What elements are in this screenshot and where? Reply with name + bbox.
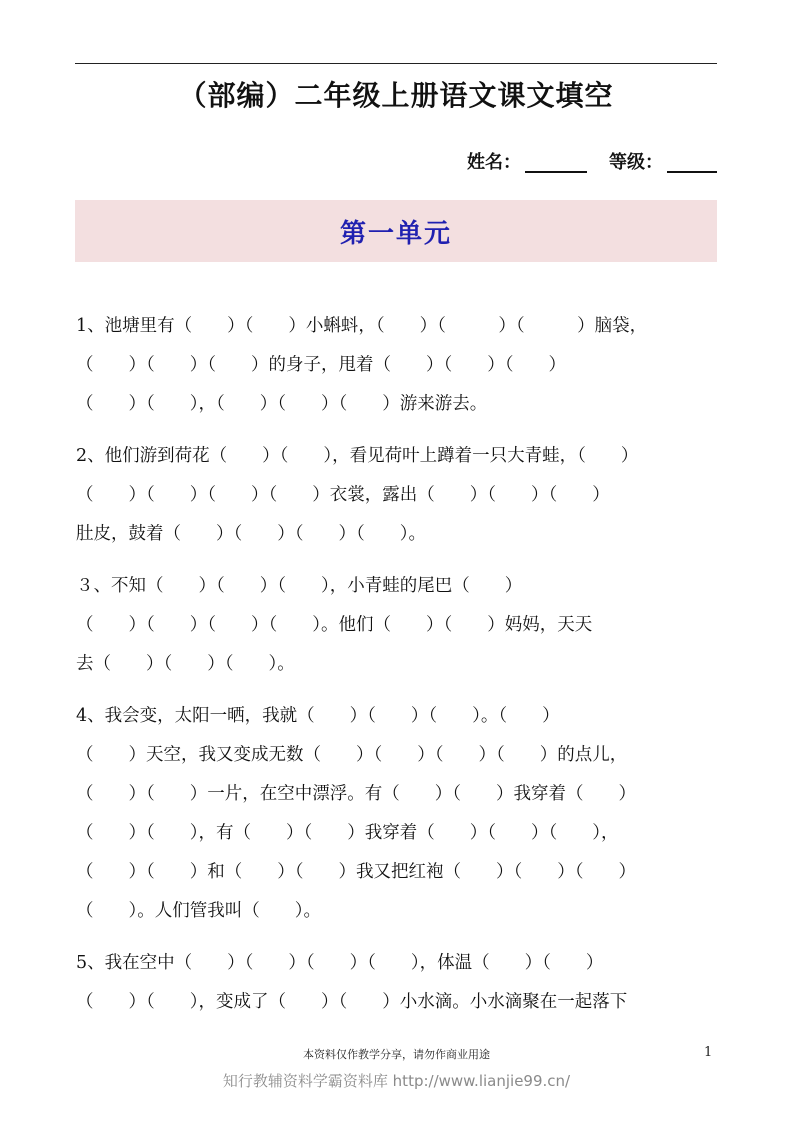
question-line: 5、我在空中（ ）（ ）（ ）（ ），体温（ ）（ ） <box>76 953 604 973</box>
question-line: 去（ ）（ ）（ ）。 <box>76 654 295 674</box>
question-line: （ ）（ ），有（ ）（ ）我穿着（ ）（ ）（ ）， <box>76 823 619 843</box>
top-rule <box>75 63 717 64</box>
question-line: （ ）（ ），（ ）（ ）（ ）游来游去。 <box>76 394 488 414</box>
grade-label: 等级： <box>609 152 663 173</box>
question-line: （ ）天空，我又变成无数（ ）（ ）（ ）（ ）的点儿， <box>76 745 628 765</box>
question-line: 1、池塘里有（ ）（ ）小蝌蚪，（ ）（ ）（ ）脑袋， <box>76 316 648 336</box>
question-line: （ ）（ ）一片，在空中漂浮。有（ ）（ ）我穿着（ ） <box>76 784 636 804</box>
question-line: ３、不知（ ）（ ）（ ），小青蛙的尾巴（ ） <box>76 576 523 596</box>
question-line: （ ）。人们管我叫（ ）。 <box>76 901 321 921</box>
watermark-link[interactable]: 知行教辅资料学霸资料库 http://www.lianjie99.cn/ <box>222 1072 571 1090</box>
question-1 <box>76 307 736 424</box>
question-line: （ ）（ ）（ ）（ ）。他们（ ）（ ）妈妈，天天 <box>76 615 593 635</box>
name-blank <box>525 151 587 173</box>
name-label: 姓名： <box>467 152 521 173</box>
question-line: 肚皮，鼓着（ ）（ ）（ ）（ ）。 <box>76 524 426 544</box>
question-2 <box>76 437 736 554</box>
question-line: 4、我会变，太阳一晒，我就（ ）（ ）（ ）。（ ） <box>76 706 560 726</box>
question-line: （ ）（ ），变成了（ ）（ ）小水滴。小水滴聚在一起落下 <box>76 992 628 1012</box>
page-number: 1 <box>704 1045 713 1060</box>
question-line: 2、他们游到荷花（ ）（ ），看见荷叶上蹲着一只大青蛙，（ ） <box>76 446 639 466</box>
question-5 <box>76 944 736 1022</box>
question-line: （ ）（ ）（ ）（ ）衣裳，露出（ ）（ ）（ ） <box>76 485 610 505</box>
grade-blank <box>667 151 717 173</box>
question-line: （ ）（ ）和（ ）（ ）我又把红袍（ ）（ ）（ ） <box>76 862 636 882</box>
question-list <box>76 307 736 1035</box>
question-4 <box>76 697 736 931</box>
unit-title: 第一单元 <box>339 218 452 249</box>
question-3 <box>76 567 736 684</box>
unit-header-band <box>75 200 717 262</box>
document-title: （部编）二年级上册语文课文填空 <box>178 79 614 112</box>
question-line: （ ）（ ）（ ）的身子，甩着（ ）（ ）（ ） <box>76 355 566 375</box>
footer-note: 本资料仅作教学分享，请勿作商业用途 <box>303 1048 490 1061</box>
name-grade-row <box>467 148 717 176</box>
